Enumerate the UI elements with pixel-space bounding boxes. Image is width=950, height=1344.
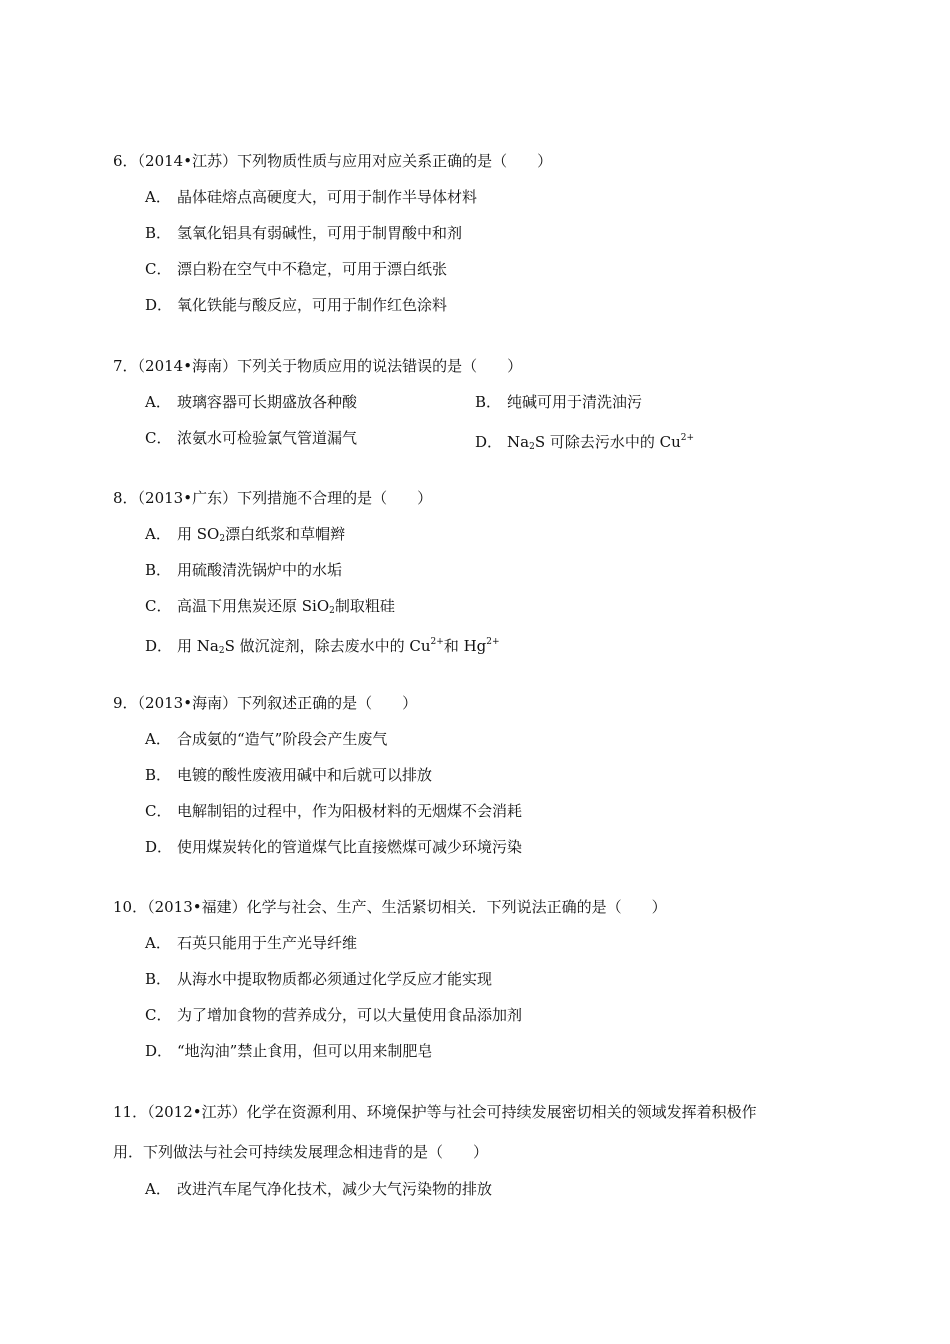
subscript: 2 <box>219 534 226 544</box>
option-text: S 可除去污水中的 Cu <box>534 433 681 451</box>
option-text: 高温下用焦炭还原 SiO <box>177 597 330 615</box>
option-text: 浓氨水可检验氯气管道漏气 <box>177 429 358 447</box>
option-letter: B． <box>475 393 502 411</box>
question-stem: 7．（2014•海南）下列关于物质应用的说法错误的是（ ） <box>113 357 523 375</box>
option-a <box>145 933 357 953</box>
option-text: 电镀的酸性废液用碱中和后就可以排放 <box>177 766 433 784</box>
option-text: 漂白粉在空气中不稳定，可用于漂白纸张 <box>177 260 448 278</box>
superscript: 2+ <box>680 433 695 443</box>
question-stem-continued: 用．下列做法与社会可持续发展理念相违背的是（ ） <box>113 1143 489 1161</box>
option-letter: D． <box>475 433 503 451</box>
option-c <box>145 596 395 621</box>
option-text: 合成氨的“造气”阶段会产生废气 <box>177 730 388 748</box>
option-d <box>145 632 500 661</box>
option-letter: D． <box>145 1042 173 1060</box>
option-text: 氧化铁能与酸反应，可用于制作红色涂料 <box>177 296 448 314</box>
option-letter: B． <box>145 970 172 988</box>
subscript: 2 <box>329 606 335 616</box>
option-text: 使用煤炭转化的管道煤气比直接燃煤可减少环境污染 <box>177 838 523 856</box>
question-stem: 9．（2013•海南）下列叙述正确的是（ ） <box>113 694 418 712</box>
option-text: 用 SO <box>177 525 220 543</box>
option-text: 漂白纸浆和草帽辫 <box>225 525 346 543</box>
option-letter: C． <box>145 597 172 615</box>
subscript: 2 <box>218 646 225 656</box>
option-letter: C． <box>145 802 172 820</box>
option-b <box>145 969 492 989</box>
option-letter: D． <box>145 637 173 655</box>
option-b <box>145 765 432 785</box>
question-stem: 8．（2013•广东）下列措施不合理的是（ ） <box>113 489 433 507</box>
option-text: 纯碱可用于清洗油污 <box>507 393 643 411</box>
option-letter: A． <box>145 525 171 543</box>
option-letter: A． <box>145 934 171 952</box>
option-letter: A． <box>145 188 171 206</box>
option-text: 改进汽车尾气净化技术，减少大气污染物的排放 <box>177 1180 493 1198</box>
option-text: 电解制铝的过程中，作为阳极材料的无烟煤不会消耗 <box>177 802 523 820</box>
option-a <box>145 187 477 207</box>
option-c <box>145 1005 522 1025</box>
option-letter: D． <box>145 838 173 856</box>
option-text: “地沟油”禁止食用，但可以用来制肥皂 <box>177 1042 433 1060</box>
option-letter: C． <box>145 429 172 447</box>
formula-text: Na <box>507 433 530 451</box>
question-stem: 11．（2012•江苏）化学在资源利用、环境保护等与社会可持续发展密切相关的领域发挥着积极作 <box>113 1103 757 1121</box>
option-b <box>145 560 342 580</box>
option-text: 石英只能用于生产光导纤维 <box>177 934 358 952</box>
option-d <box>145 1041 432 1061</box>
option-a <box>145 729 387 749</box>
option-text: 玻璃容器可长期盛放各种酸 <box>177 393 358 411</box>
option-text: 用 Na <box>177 637 219 655</box>
option-letter: A． <box>145 730 171 748</box>
superscript: 2+ <box>430 637 444 647</box>
option-text: 从海水中提取物质都必须通过化学反应才能实现 <box>177 970 493 988</box>
option-text: 为了增加食物的营养成分，可以大量使用食品添加剂 <box>177 1006 523 1024</box>
option-d <box>145 295 447 315</box>
option-text: 晶体硅熔点高硬度大，可用于制作半导体材料 <box>177 188 478 206</box>
option-b <box>145 223 462 243</box>
option-letter: A． <box>145 393 171 411</box>
option-letter: C． <box>145 260 172 278</box>
option-b <box>475 392 642 412</box>
option-letter: B． <box>145 561 172 579</box>
option-text: S 做沉淀剂，除去废水中的 Cu <box>224 637 431 655</box>
option-a <box>145 392 357 412</box>
question-stem: 6．（2014•江苏）下列物质性质与应用对应关系正确的是（ ） <box>113 152 553 170</box>
option-letter: B． <box>145 766 172 784</box>
option-text: 和 Hg <box>443 637 487 655</box>
option-text: 氢氧化铝具有弱碱性，可用于制胃酸中和剂 <box>177 224 463 242</box>
option-a <box>145 524 345 549</box>
option-a <box>145 1179 492 1199</box>
superscript: 2+ <box>486 637 500 647</box>
question-stem: 10．（2013•福建）化学与社会、生产、生活紧切相关．下列说法正确的是（ ） <box>113 898 667 916</box>
option-text: 用硫酸清洗锅炉中的水垢 <box>177 561 343 579</box>
option-c <box>145 801 522 821</box>
option-letter: B． <box>145 224 172 242</box>
option-d <box>145 837 522 857</box>
subscript: 2 <box>529 442 535 452</box>
option-c <box>145 428 357 448</box>
option-letter: A． <box>145 1180 171 1198</box>
option-letter: C． <box>145 1006 172 1024</box>
option-text: 制取粗硅 <box>334 597 395 615</box>
option-letter: D． <box>145 296 173 314</box>
option-d <box>475 428 694 457</box>
option-c <box>145 259 447 279</box>
